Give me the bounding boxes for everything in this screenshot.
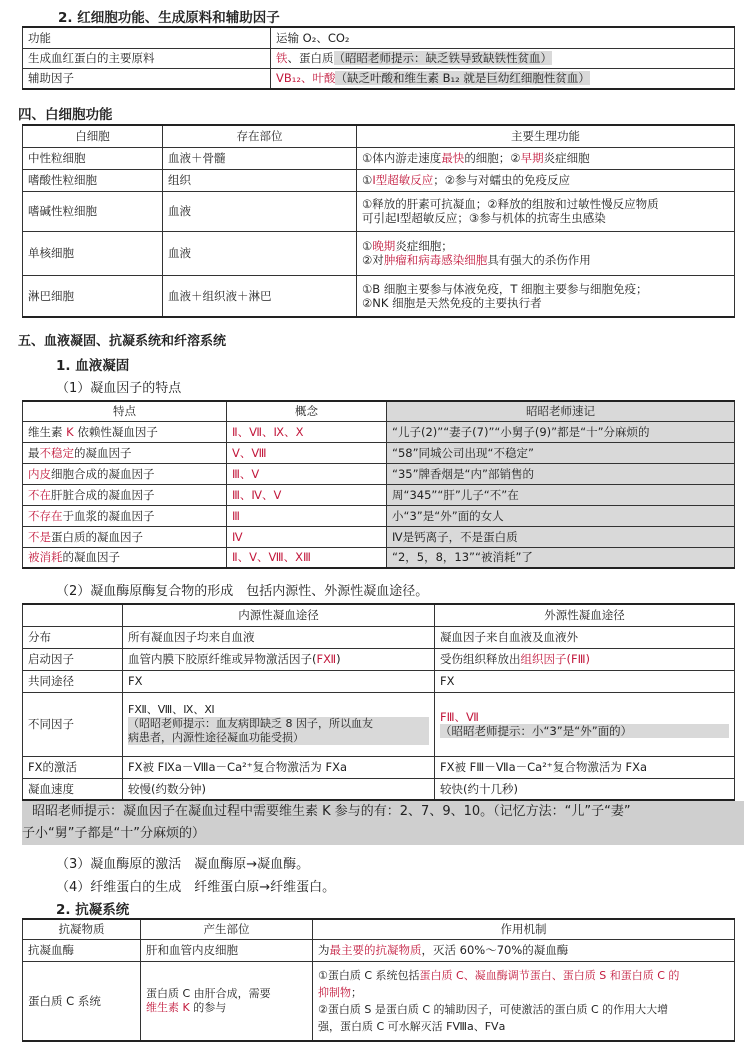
table-header-row [23, 919, 735, 939]
table-row [23, 27, 735, 48]
row-label: 抗凝血酶 [23, 939, 141, 961]
rbc-table [22, 26, 735, 90]
cell-type: 中性粒细胞 [23, 147, 163, 169]
feature-cell: 不存在于血浆的凝血因子 [23, 505, 227, 526]
table-row [23, 961, 735, 1041]
factor-cell: Ⅴ、Ⅷ [227, 442, 387, 463]
column-header: 产生部位 [141, 919, 313, 939]
pathway-table [22, 603, 735, 801]
mechanism-cell: 为最主要的抗凝物质，灭活 60%～70%的凝血酶 [313, 939, 735, 961]
anticoagulation-subtitle: 2. 抗凝系统 [56, 902, 130, 918]
feature-cell: 不在肝脏合成的凝血因子 [23, 484, 227, 505]
mnemonic-cell: Ⅳ是钙离子，不是蛋白质 [387, 526, 735, 547]
rbc-section-title: 2. 红细胞功能、生成原料和辅助因子 [58, 10, 280, 26]
table-row [23, 48, 735, 68]
extrinsic-cell: 凝血因子来自血液及血液外 [435, 626, 735, 648]
cell-function: ①体内游走速度最快的细胞；②早期炎症细胞 [357, 147, 735, 169]
prothrombin-activation: （3）凝血酶原的激活 凝血酶原→凝血酶。 [56, 857, 310, 872]
feature-cell: 最不稳定的凝血因子 [23, 442, 227, 463]
table-row [23, 626, 735, 648]
row-label: 功能 [23, 27, 271, 48]
table-row [23, 648, 735, 670]
column-header: 存在部位 [163, 125, 357, 147]
extrinsic-cell: 较快(约十几秒) [435, 778, 735, 800]
coagulation-subtitle: 1. 血液凝固 [56, 358, 130, 374]
table-row [23, 231, 735, 275]
fibrin-formation: （4）纤维蛋白的生成 纤维蛋白原→纤维蛋白。 [56, 880, 336, 895]
table-row [23, 275, 735, 317]
intrinsic-cell: FⅩ被 FⅨa－Ⅷa－Ca²⁺复合物激活为 FⅩa [123, 756, 435, 778]
row-label: 蛋白质 C 系统 [23, 961, 141, 1041]
column-header: 特点 [23, 401, 227, 421]
coagulation-section-title: 五、血液凝固、抗凝系统和纤溶系统 [18, 334, 227, 349]
cell-site: 血液＋组织液＋淋巴 [163, 275, 357, 317]
table-row [23, 526, 735, 547]
cell-function: ①Ⅰ型超敏反应；②参与对蠕虫的免疫反应 [357, 169, 735, 191]
cell-function: ①B 细胞主要参与体液免疫，T 细胞主要参与细胞免疫； ②NK 细胞是天然免疫的主要执行者 [357, 275, 735, 317]
mnemonic-cell: “2，5，8，13”“被消耗”了 [387, 547, 735, 568]
table-header-row [23, 401, 735, 421]
table-row [23, 147, 735, 169]
column-header: 外源性凝血途径 [435, 604, 735, 626]
feature-cell: 维生素 K 依赖性凝血因子 [23, 421, 227, 442]
intrinsic-cell: 血管内膜下胶原纤维或异物激活因子(FⅫ) [123, 648, 435, 670]
intrinsic-cell: FⅩ [123, 670, 435, 692]
extrinsic-cell: FⅩ被 FⅢ－Ⅶa－Ca²⁺复合物激活为 FⅩa [435, 756, 735, 778]
mechanism-cell: ①蛋白质 C 系统包括蛋白质 C、凝血酶调节蛋白、蛋白质 S 和蛋白质 C 的 抑制物； ②蛋白质 S 是蛋白质 C 的辅助因子，可使激活的蛋白质 C 的作用大大增 强，蛋白质 C 可水解灭活 FⅧa、FⅤa [313, 961, 735, 1041]
row-label: 启动因子 [23, 648, 123, 670]
cell-type: 淋巴细胞 [23, 275, 163, 317]
column-header: 作用机制 [313, 919, 735, 939]
row-label: 辅助因子 [23, 68, 271, 89]
factor-cell: Ⅱ、Ⅶ、Ⅸ、Ⅹ [227, 421, 387, 442]
cell-function: ①释放的肝素可抗凝血；②释放的组胺和过敏性慢反应物质 可引起Ⅰ型超敏反应；③参与机体的抗寄生虫感染 [357, 191, 735, 231]
factor-cell: Ⅱ、Ⅴ、Ⅷ、ⅩⅢ [227, 547, 387, 568]
cell-site: 血液 [163, 231, 357, 275]
cell-site: 组织 [163, 169, 357, 191]
anticoagulant-table [22, 918, 735, 1042]
site-cell: 肝和血管内皮细胞 [141, 939, 313, 961]
cell-type: 嗜碱性粒细胞 [23, 191, 163, 231]
mnemonic-cell: “儿子(2)”“妻子(7)”“小舅子(9)”都是“十”分麻烦的 [387, 421, 735, 442]
mnemonic-cell: 周“345”“肝”儿子“不”在 [387, 484, 735, 505]
column-header: 白细胞 [23, 125, 163, 147]
table-row [23, 191, 735, 231]
column-header [23, 604, 123, 626]
factor-cell: Ⅲ、Ⅴ [227, 463, 387, 484]
intrinsic-cell: 所有凝血因子均来自血液 [123, 626, 435, 648]
feature-cell: 不是蛋白质的凝血因子 [23, 526, 227, 547]
row-label: FⅩ的激活 [23, 756, 123, 778]
row-label: 不同因子 [23, 692, 123, 756]
coag-factors-table [22, 400, 735, 569]
cell-site: 血液＋骨髓 [163, 147, 357, 169]
row-label: 凝血速度 [23, 778, 123, 800]
row-value: 铁、蛋白质（昭昭老师提示：缺乏铁导致缺铁性贫血） [271, 48, 735, 68]
row-label: 生成血红蛋白的主要原料 [23, 48, 271, 68]
cell-site: 血液 [163, 191, 357, 231]
mnemonic-cell: “58”同城公司出现“不稳定” [387, 442, 735, 463]
extrinsic-cell: FⅩ [435, 670, 735, 692]
mnemonic-cell: 小“3”是“外”面的女人 [387, 505, 735, 526]
table-row [23, 670, 735, 692]
table-row [23, 505, 735, 526]
table-row [23, 547, 735, 568]
cell-function: ①晚期炎症细胞； ②对肿瘤和病毒感染细胞具有强大的杀伤作用 [357, 231, 735, 275]
table-row [23, 463, 735, 484]
cell-type: 单核细胞 [23, 231, 163, 275]
column-header: 概念 [227, 401, 387, 421]
table-row [23, 692, 735, 756]
table-row [23, 939, 735, 961]
table-row [23, 778, 735, 800]
factors-heading: （1）凝血因子的特点 [56, 381, 182, 396]
table-row [23, 442, 735, 463]
intrinsic-cell: 较慢(约数分钟) [123, 778, 435, 800]
table-row [23, 68, 735, 89]
factor-cell: Ⅲ [227, 505, 387, 526]
column-header: 抗凝物质 [23, 919, 141, 939]
wbc-table [22, 124, 735, 318]
site-cell: 蛋白质 C 由肝合成，需要 维生素 K 的参与 [141, 961, 313, 1041]
cell-type: 嗜酸性粒细胞 [23, 169, 163, 191]
feature-cell: 被消耗的凝血因子 [23, 547, 227, 568]
mnemonic-cell: “35”牌香烟是“内”部销售的 [387, 463, 735, 484]
prothrombinase-heading: （2）凝血酶原酶复合物的形成 包括内源性、外源性凝血途径。 [56, 584, 429, 599]
column-header: 内源性凝血途径 [123, 604, 435, 626]
intrinsic-cell: FⅫ、Ⅷ、Ⅸ、Ⅺ （昭昭老师提示：血友病即缺乏 8 因子，所以血友 病患者，内源性途径凝血功能受损） [123, 692, 435, 756]
row-value: VB₁₂、叶酸（缺乏叶酸和维生素 B₁₂ 就是巨幼红细胞性贫血） [271, 68, 735, 89]
column-header: 昭昭老师速记 [387, 401, 735, 421]
table-row [23, 484, 735, 505]
factor-cell: Ⅲ、Ⅳ、Ⅴ [227, 484, 387, 505]
table-header-row [23, 604, 735, 626]
table-row [23, 169, 735, 191]
teacher-note: 昭昭老师提示：凝血因子在凝血过程中需要维生素 K 参与的有：2、7、9、10。（记忆方法：“儿”子“妻” 子小“舅”子都是“十”分麻烦的） [22, 801, 744, 845]
row-label: 分布 [23, 626, 123, 648]
column-header: 主要生理功能 [357, 125, 735, 147]
factor-cell: Ⅳ [227, 526, 387, 547]
extrinsic-cell: 受伤组织释放出组织因子(FⅢ) [435, 648, 735, 670]
extrinsic-cell: FⅢ、Ⅶ （昭昭老师提示：小“3”是“外”面的） [435, 692, 735, 756]
table-row [23, 421, 735, 442]
row-label: 共同途径 [23, 670, 123, 692]
table-header-row [23, 125, 735, 147]
table-row [23, 756, 735, 778]
feature-cell: 内皮细胞合成的凝血因子 [23, 463, 227, 484]
row-value: 运输 O₂、CO₂ [271, 27, 735, 48]
wbc-section-title: 四、白细胞功能 [18, 107, 113, 123]
